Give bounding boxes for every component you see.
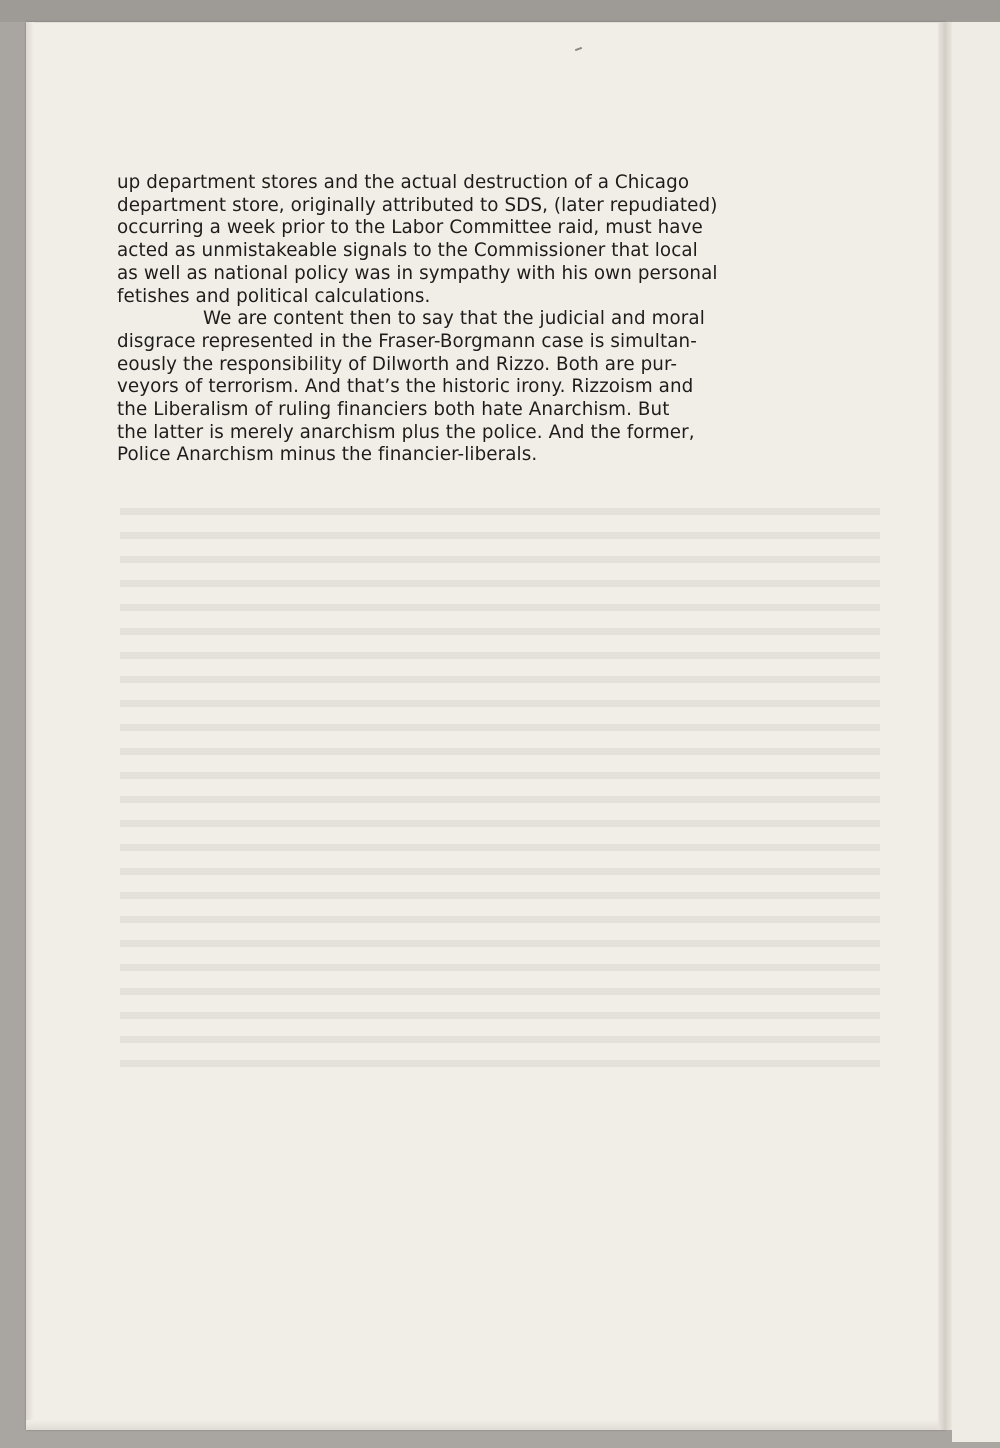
facing-page-edge <box>952 22 1000 1442</box>
page-bottom-edge <box>26 1420 946 1430</box>
booklet-spine <box>938 22 952 1430</box>
show-through-text <box>120 500 880 1080</box>
scanner-backdrop <box>0 0 1000 22</box>
page-left-edge <box>26 22 34 1430</box>
paragraph-2: We are content then to say that the judicial and moral disgrace represented in the Fraser-Borgmann case is simultan- eously the responsibility of Dilworth and Rizzo. Both are pur- veyors of terrorism. And that’s the historic irony. Rizzoism and the Liberalism of ruling financiers both hate Anarchism. But the latter is merely anarchism plus the police. And the former, Police Anarchism minus the financier-liberals. <box>117 308 705 466</box>
body-text <box>117 172 827 467</box>
paragraph-1: up department stores and the actual destruction of a Chicago department store, originally attributed to SDS, (later repudiated) occurring a week prior to the Labor Committee raid, must have acted as unmistakeable signals to the Commissioner that local as well as national policy was in sympathy with his own personal fetishes and political calculations. <box>117 172 718 307</box>
